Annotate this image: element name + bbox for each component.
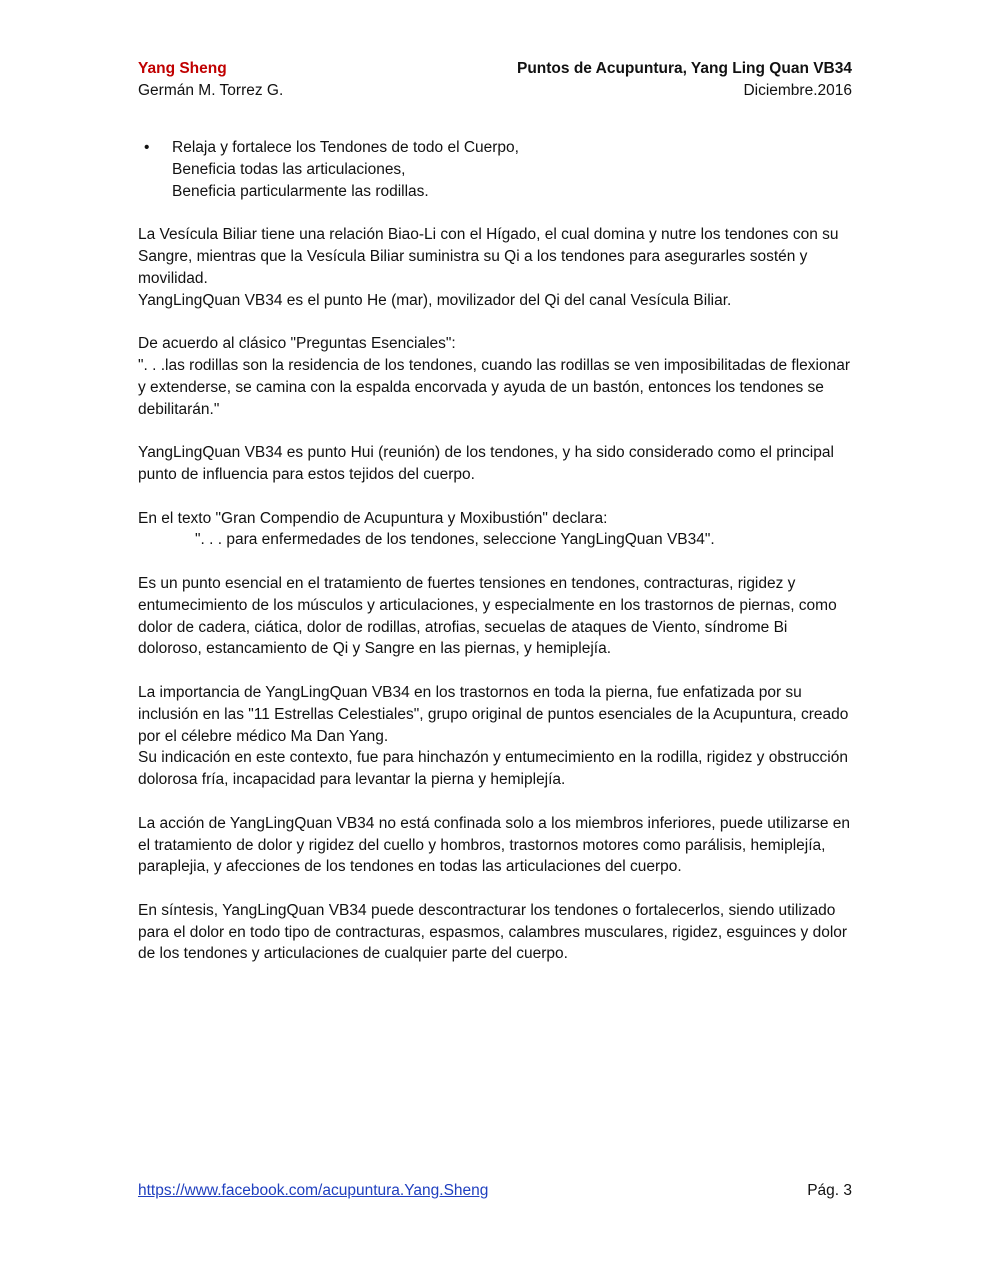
bullet-line-2: Beneficia todas las articulaciones, — [172, 160, 406, 178]
paragraph-preguntas-esenciales — [138, 333, 854, 420]
paragraph-text: Su indicación en este contexto, fue para hinchazón y entumecimiento en la rodilla, rigidez y obstrucción dolorosa fría, incapacidad para levantar la pierna y hemiplejía. — [138, 749, 848, 789]
author-name: Germán M. Torrez G. — [138, 82, 284, 99]
paragraph-biao-li — [138, 224, 854, 311]
bullet-list-item — [138, 137, 854, 202]
document-title: Puntos de Acupuntura, Yang Ling Quan VB34 — [516, 60, 852, 77]
bullet-marker: • — [144, 139, 150, 156]
paragraph-text: La acción de YangLingQuan VB34 no está confinada solo a los miembros inferiores, puede utilizarse en el tratamiento de dolor y rigidez del cuello y hombros, trastornos motores como parálisis, hemiplejía, paraplejia, y afecciones de los tendones en todas las articulaciones del cuerpo. — [138, 814, 851, 876]
indented-quote: ". . . para enfermedades de los tendones, seleccione YangLingQuan VB34". — [195, 531, 715, 549]
paragraph-gran-compendio — [138, 508, 854, 552]
paragraph-text: YangLingQuan VB34 es el punto He (mar), movilizador del Qi del canal Vesícula Biliar. — [138, 291, 732, 309]
paragraph-punto-hui — [138, 442, 854, 486]
brand-name: Yang Sheng — [138, 60, 227, 77]
paragraph-punto-esencial — [138, 573, 854, 660]
quote-text: ". . .las rodillas son la residencia de los tendones, cuando las rodillas se ven imposibilitadas de flexionar y extenderse, se camina con la espalda encorvada y ayuda de un bastón, entonces los tendones se debilitarán." — [138, 356, 851, 418]
bullet-line-1: Relaja y fortalece los Tendones de todo el Cuerpo, — [172, 139, 519, 156]
paragraph-accion — [138, 813, 854, 878]
page-number: Pág. 3 — [807, 1182, 852, 1199]
bullet-line-3: Beneficia particularmente las rodillas. — [172, 182, 429, 200]
paragraph-text: De acuerdo al clásico "Preguntas Esenciales": — [138, 335, 456, 353]
page-footer — [138, 1180, 852, 1202]
document-date: Diciembre.2016 — [743, 82, 852, 99]
paragraph-text: En el texto "Gran Compendio de Acupuntura y Moxibustión" declara: — [138, 509, 608, 527]
header-row-1 — [138, 58, 852, 80]
paragraph-text: La importancia de YangLingQuan VB34 en los trastornos en toda la pierna, fue enfatizada por su inclusión en las "11 Estrellas Celestiales", grupo original de puntos esenciales de la Acupuntura, creado por el célebre médico Ma Dan Yang. — [138, 683, 849, 745]
paragraph-text: YangLingQuan VB34 es punto Hui (reunión) de los tendones, y ha sido considerado como el principal punto de influencia para estos tejidos del cuerpo. — [138, 444, 834, 483]
facebook-link[interactable]: https://www.facebook.com/acupuntura.Yang.Sheng — [138, 1182, 489, 1199]
paragraph-text: En síntesis, YangLingQuan VB34 puede descontracturar los tendones o fortalecerlos, siendo utilizado para el dolor en todo tipo de contracturas, espasmos, calambres musculares, rigidez, esguinces y dolor de los tendones y articulaciones de cualquier parte del cuerpo. — [138, 901, 848, 963]
paragraph-text: La Vesícula Biliar tiene una relación Biao-Li con el Hígado, el cual domina y nutre los tendones con su Sangre, mientras que la Vesícula Biliar suministra su Qi a los tendones para asegurarles sostén y movilidad. — [138, 226, 839, 287]
header-row-2 — [138, 80, 852, 102]
paragraph-sintesis — [138, 900, 854, 965]
paragraph-estrellas-celestiales — [138, 682, 854, 791]
page-header — [138, 58, 852, 102]
paragraph-text: Es un punto esencial en el tratamiento de fuertes tensiones en tendones, contracturas, rigidez y entumecimiento de los músculos y articulaciones, y especialmente en los trastornos de piernas, como dolor de cadera, ciática, dolor de rodillas, atrofias, secuelas de ataques de Viento, síndrome Bi doloroso, estancamiento de Qi y Sangre en las piernas, y hemiplejía. — [138, 574, 837, 658]
document-body — [138, 137, 854, 987]
